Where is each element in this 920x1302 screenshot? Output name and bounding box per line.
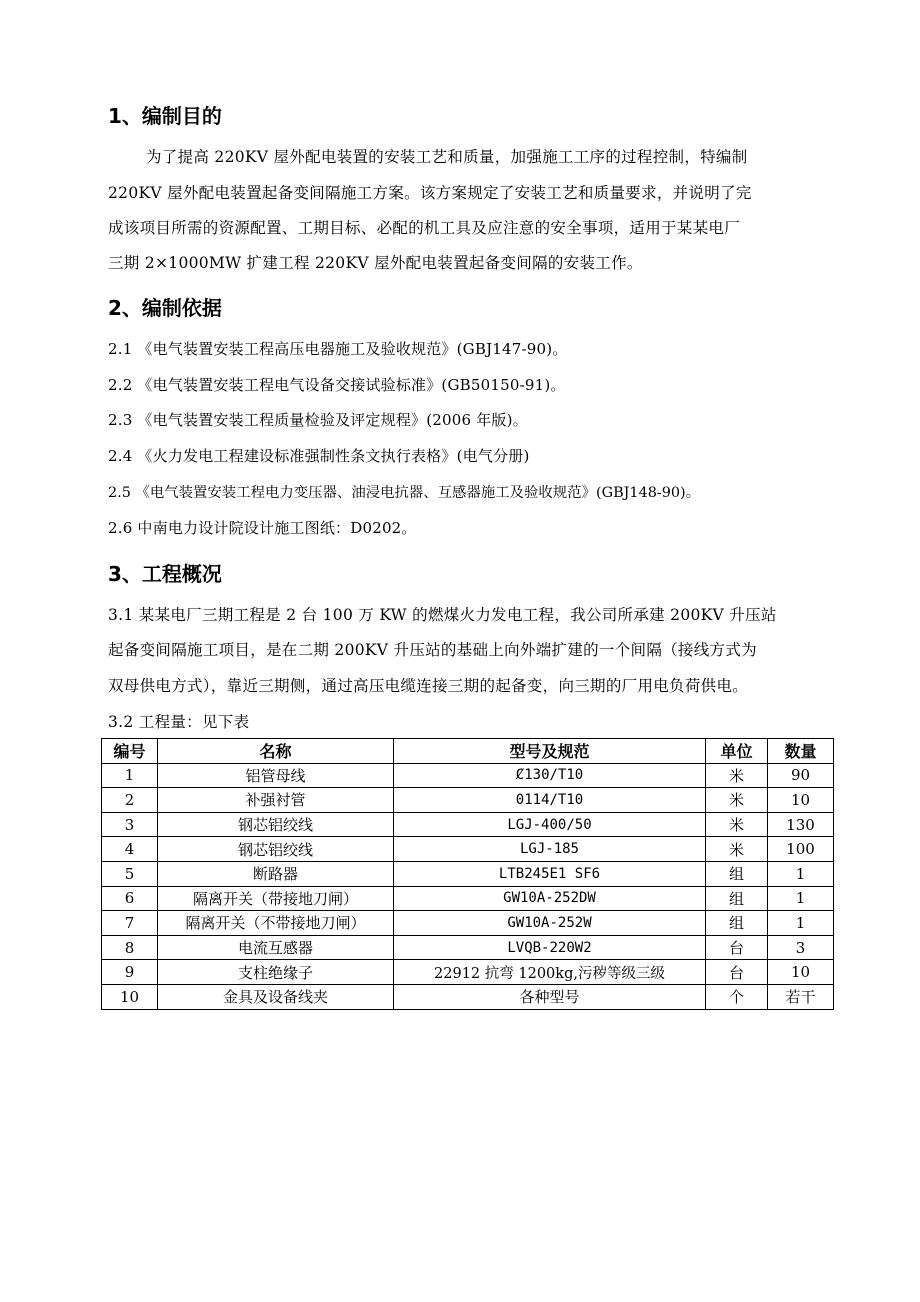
table-row (102, 788, 834, 813)
s1-paragraph-line: 成该项目所需的资源配置、工期目标、必配的机工具及应注意的安全事项，适用于某某电厂 (108, 219, 741, 237)
cell-unit: 米 (706, 788, 768, 813)
cell-unit: 台 (706, 960, 768, 985)
table-row (102, 837, 834, 862)
reference-item: 2.6 中南电力设计院设计施工图纸：D0202。 (108, 519, 417, 537)
cell-no: 5 (102, 861, 158, 886)
cell-name: 断路器 (158, 861, 394, 886)
table-row (102, 960, 834, 985)
cell-unit: 米 (706, 763, 768, 788)
cell-qty: 100 (768, 837, 834, 862)
s3-paragraph-line: 双母供电方式），靠近三期侧，通过高压电缆连接三期的起备变，向三期的厂用电负荷供电。 (108, 677, 749, 695)
cell-spec: Ȼ130/T10 (394, 763, 706, 788)
cell-spec: 各种型号 (394, 984, 706, 1009)
cell-qty: 1 (768, 886, 834, 911)
quantity-table (101, 738, 834, 1010)
cell-name: 钢芯铝绞线 (158, 837, 394, 862)
cell-name: 补强衬管 (158, 788, 394, 813)
cell-unit: 组 (706, 861, 768, 886)
cell-unit: 组 (706, 886, 768, 911)
col-header-name: 名称 (158, 739, 394, 764)
col-header-spec: 型号及规范 (394, 739, 706, 764)
table-row (102, 935, 834, 960)
s1-paragraph-line: 三期 2×1000MW 扩建工程 220KV 屋外配电装置起备变间隔的安装工作。 (108, 254, 643, 272)
cell-no: 8 (102, 935, 158, 960)
col-header-no: 编号 (102, 739, 158, 764)
section-2-heading: 2、编制依据 (108, 296, 222, 320)
cell-qty: 10 (768, 788, 834, 813)
cell-spec: 0114/T10 (394, 788, 706, 813)
table-row (102, 911, 834, 936)
table-caption: 3.2 工程量：见下表 (108, 713, 250, 731)
cell-name: 隔离开关（不带接地刀闸） (158, 911, 394, 936)
cell-name: 支柱绝缘子 (158, 960, 394, 985)
cell-name: 隔离开关（带接地刀闸） (158, 886, 394, 911)
cell-qty: 1 (768, 911, 834, 936)
table-row (102, 861, 834, 886)
cell-no: 2 (102, 788, 158, 813)
cell-no: 7 (102, 911, 158, 936)
reference-item: 2.5 《电气装置安装工程电力变压器、油浸电抗器、互感器施工及验收规范》(GBJ148-90)。 (108, 485, 701, 501)
cell-spec: LGJ-400/50 (394, 812, 706, 837)
table-row (102, 984, 834, 1009)
table-row (102, 763, 834, 788)
cell-spec: LGJ-185 (394, 837, 706, 862)
cell-no: 3 (102, 812, 158, 837)
cell-name: 钢芯铝绞线 (158, 812, 394, 837)
reference-item: 2.3 《电气装置安装工程质量检验及评定规程》(2006 年版)。 (108, 411, 528, 429)
cell-no: 1 (102, 763, 158, 788)
cell-name: 金具及设备线夹 (158, 984, 394, 1009)
s3-paragraph-line: 起备变间隔施工项目，是在二期 200KV 升压站的基础上向外端扩建的一个间隔（接线方式为 (108, 641, 757, 659)
cell-qty: 若干 (768, 984, 834, 1009)
cell-no: 9 (102, 960, 158, 985)
s1-paragraph-line: 220KV 屋外配电装置起备变间隔施工方案。该方案规定了安装工艺和质量要求，并说明了完 (108, 184, 752, 202)
cell-name: 铝管母线 (158, 763, 394, 788)
reference-item: 2.1 《电气装置安装工程高压电器施工及验收规范》(GBJ147-90)。 (108, 340, 568, 358)
s3-paragraph-line: 3.1 某某电厂三期工程是 2 台 100 万 KW 的燃煤火力发电工程，我公司所承建 200KV 升压站 (108, 606, 777, 624)
cell-qty: 1 (768, 861, 834, 886)
cell-no: 4 (102, 837, 158, 862)
reference-item: 2.4 《火力发电工程建设标准强制性条文执行表格》(电气分册) (108, 447, 530, 465)
cell-spec: GW10A-252W (394, 911, 706, 936)
cell-spec: GW10A-252DW (394, 886, 706, 911)
cell-spec: 22912 抗弯 1200kg,污秽等级三级 (394, 960, 706, 985)
section-1-heading: 1、编制目的 (108, 104, 222, 128)
table-row (102, 886, 834, 911)
cell-qty: 130 (768, 812, 834, 837)
cell-unit: 台 (706, 935, 768, 960)
section-3-heading: 3、工程概况 (108, 562, 222, 586)
col-header-qty: 数量 (768, 739, 834, 764)
cell-unit: 米 (706, 837, 768, 862)
cell-no: 6 (102, 886, 158, 911)
table-row (102, 812, 834, 837)
cell-unit: 米 (706, 812, 768, 837)
cell-name: 电流互感器 (158, 935, 394, 960)
reference-item: 2.2 《电气装置安装工程电气设备交接试验标准》(GB50150-91)。 (108, 376, 566, 394)
s1-paragraph-line: 为了提高 220KV 屋外配电装置的安装工艺和质量，加强施工工序的过程控制，特编制 (146, 148, 748, 166)
cell-qty: 90 (768, 763, 834, 788)
cell-no: 10 (102, 984, 158, 1009)
cell-spec: LTB245E1 SF6 (394, 861, 706, 886)
cell-unit: 个 (706, 984, 768, 1009)
cell-unit: 组 (706, 911, 768, 936)
cell-qty: 3 (768, 935, 834, 960)
col-header-unit: 单位 (706, 739, 768, 764)
cell-spec: LVQB-220W2 (394, 935, 706, 960)
cell-qty: 10 (768, 960, 834, 985)
table-header-row (102, 739, 834, 764)
